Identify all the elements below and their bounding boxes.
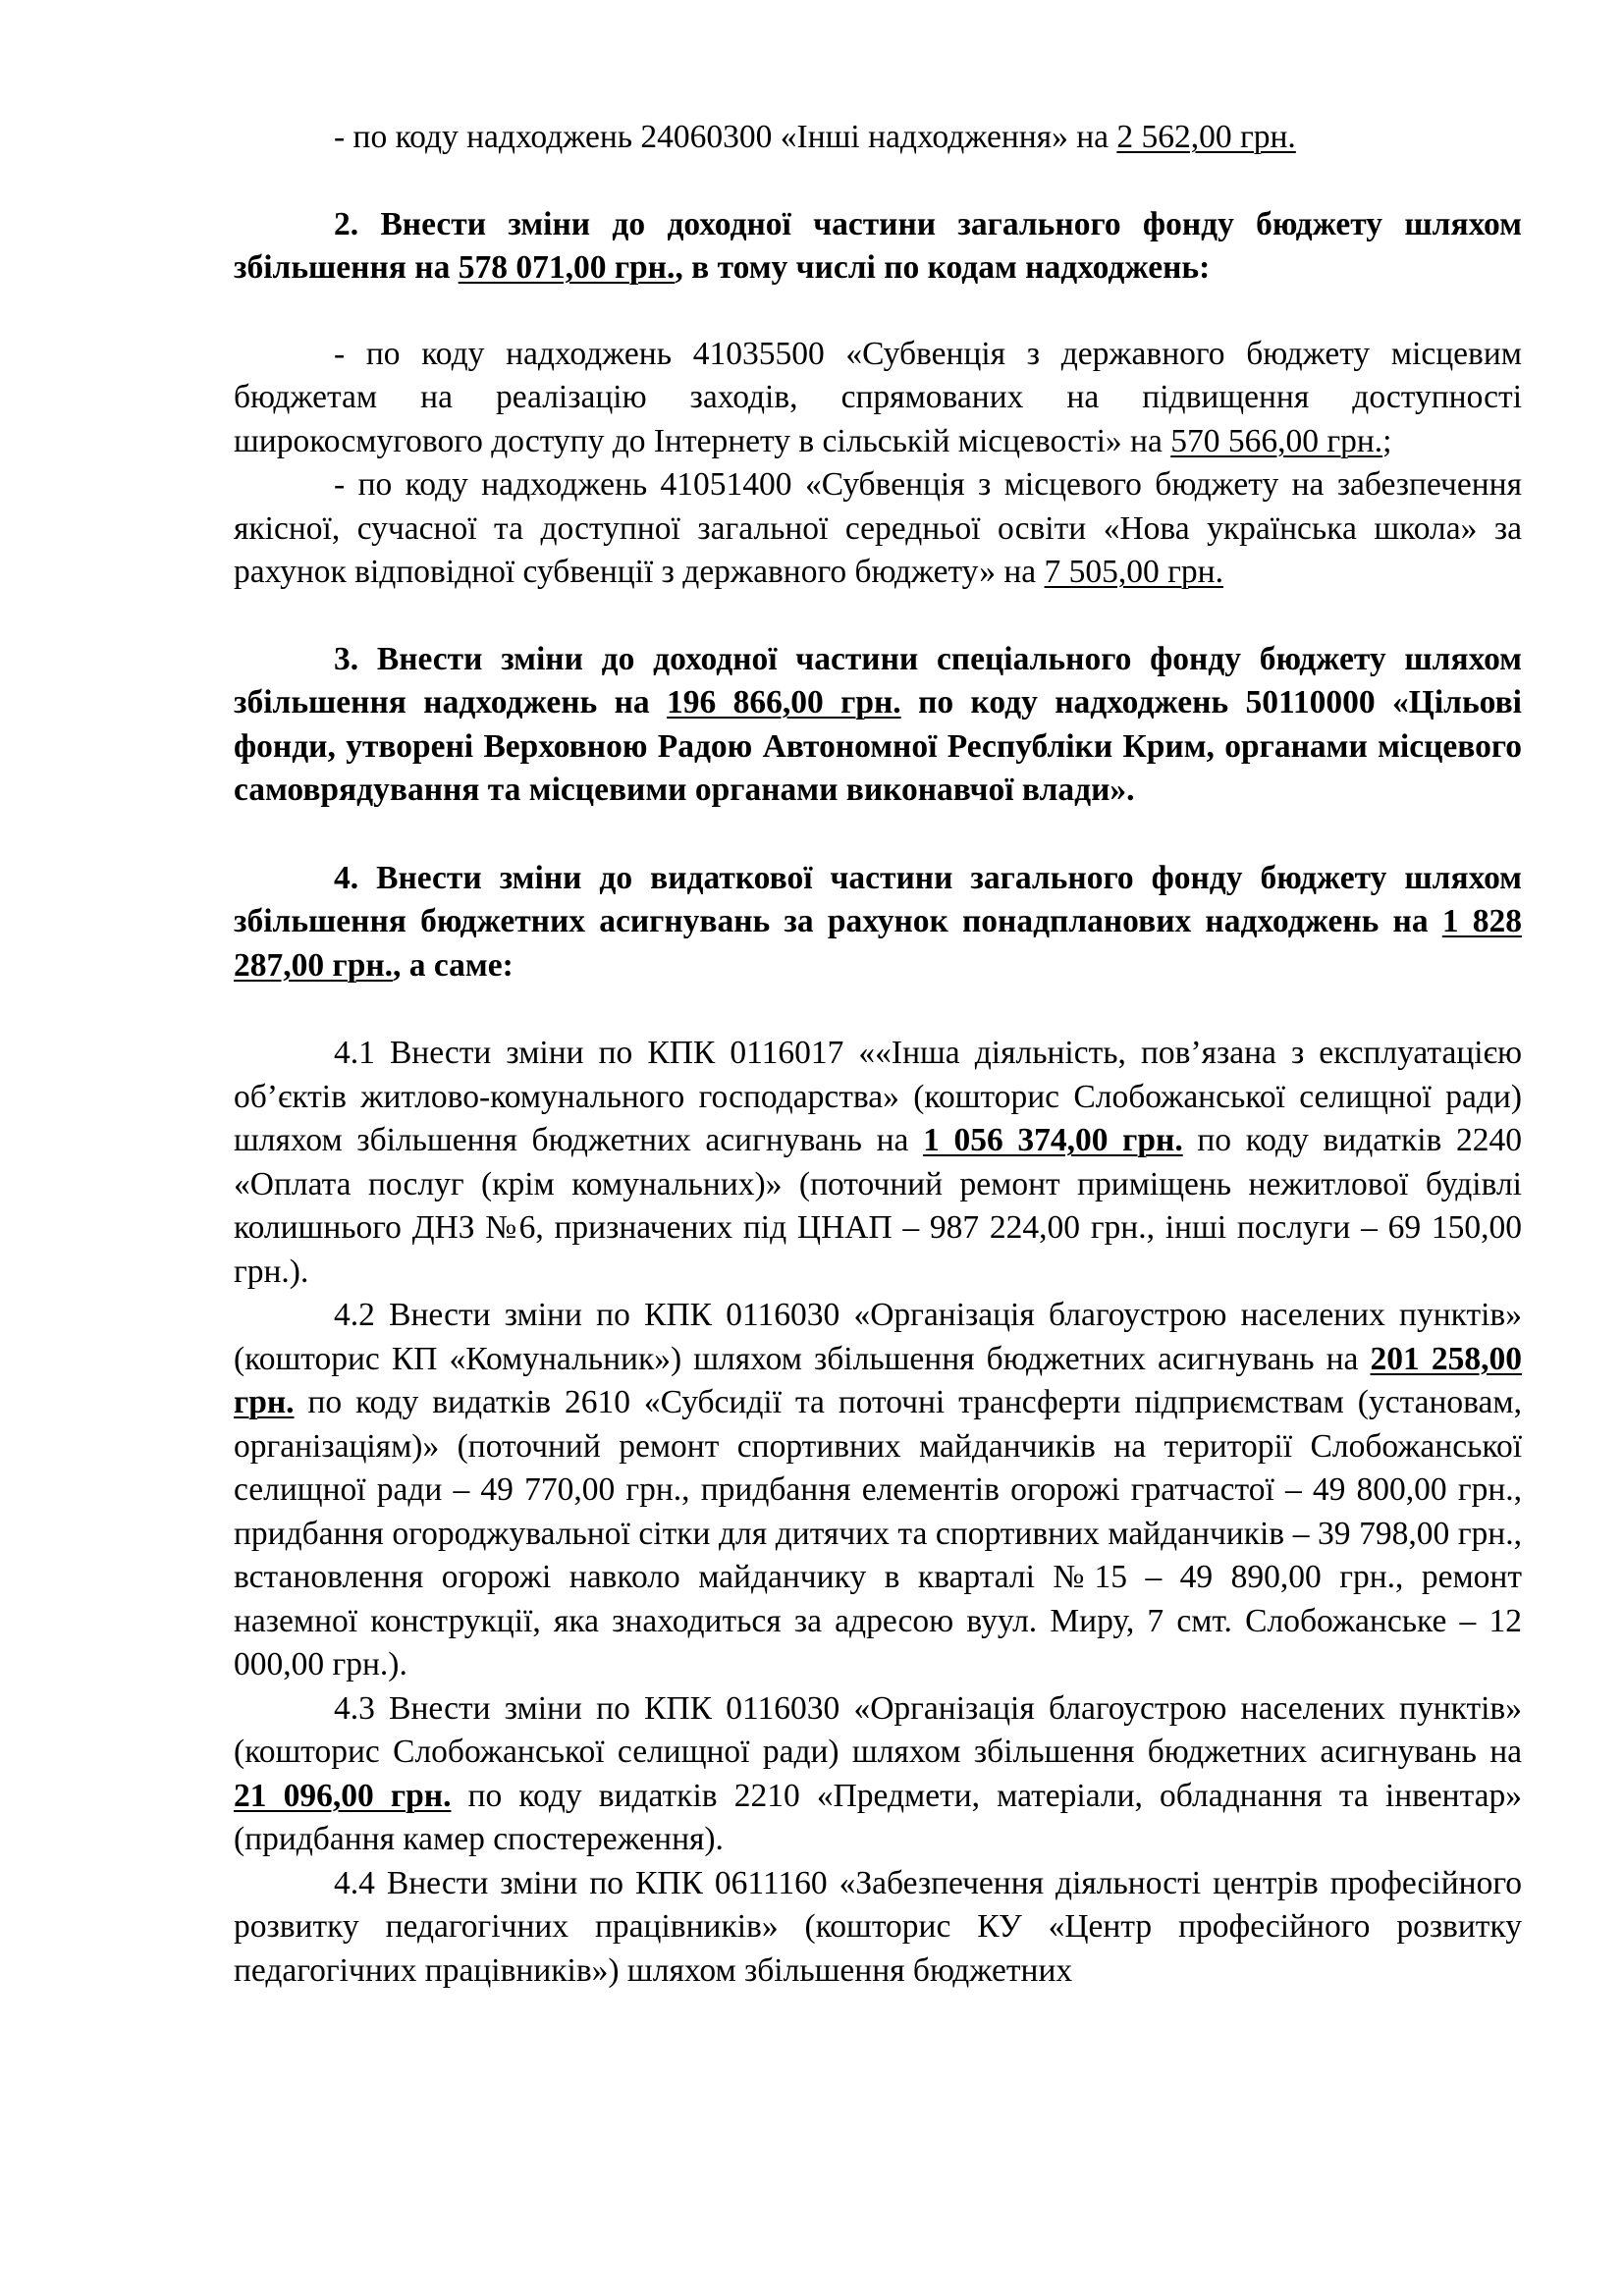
paragraph-text: 4.3 Внести зміни по КПК 0116030 «Організація благоустрою населених пунктів» (кошторис Слобожанської селищної ради) шляхом збільшення бюджетних асигнувань на [234,1689,1522,1770]
amount: 1 828 287,00 грн. [234,903,1523,984]
paragraph-text: 4.2 Внести зміни по КПК 0116030 «Організація благоустрою населених пунктів» (кошторис КП «Комунальник») шляхом збільшення бюджетних асигнувань на [234,1297,1522,1377]
section-text: , а саме: [393,946,514,984]
paragraph-text: - по коду надходжень 24060300 «Інші надходження» на [334,119,1117,155]
section-text: 2. Внести зміни до доходної частини загального фонду бюджету шляхом збільшення на [234,205,1522,286]
section-3-heading [234,638,1522,813]
paragraph-4-2 [234,1294,1522,1687]
amount: 196 866,00 грн. [667,684,901,721]
paragraph-income-24060300 [234,116,1522,160]
paragraph-income-41051400 [234,463,1522,595]
section-text: 4. Внести зміни до видаткової частини загального фонду бюджету шляхом збільшення бюджетних асигнувань за рахунок понадпланових надходжень на [234,859,1522,939]
amount: 570 566,00 грн. [1170,422,1383,459]
paragraph-text: 4.1 Внести зміни по КПК 0116017 ««Інша діяльність, пов’язана з експлуатацією об’єктів житлово-комунального господарства» (кошторис Слобожанської селищної ради) шляхом збільшення бюджетних асигнувань на [234,1035,1522,1158]
paragraph-income-41035500 [234,333,1522,464]
paragraph-4-1 [234,1032,1522,1294]
paragraph-text: по коду видатків 2210 «Предмети, матеріали, обладнання та інвентар» (придбання камер спостереження). [234,1777,1522,1857]
section-2-heading [234,203,1522,291]
paragraph-4-4 [234,1862,1522,1994]
amount: 7 505,00 грн. [1044,554,1223,590]
paragraph-text: ; [1382,422,1392,459]
amount: 201 258,00 грн. [234,1340,1523,1420]
amount: 578 071,00 грн. [458,249,676,286]
paragraph-text: по коду видатків 2240 «Оплата послуг (крім комунальних)» (поточний ремонт приміщень нежитлової будівлі колишнього ДНЗ №6, призначених під ЦНАП – 987 224,00 грн., інші послуги – 69 150,00 грн.). [234,1122,1522,1290]
amount: 1 056 374,00 грн. [923,1122,1183,1158]
paragraph-text: - по коду надходжень 41035500 «Субвенція з державного бюджету місцевим бюджетам на реалізацію заходів, спрямованих на підвищення доступності широкосмугового доступу до Інтернету в сільській місцевості» на [234,335,1522,459]
document-body [234,116,1522,1993]
amount: 21 096,00 грн. [234,1777,452,1814]
paragraph-4-3 [234,1687,1522,1862]
section-4-heading [234,857,1522,988]
paragraph-text: по коду видатків 2610 «Субсидії та поточні трансферти підприємствам (установам, організаціям)» (поточний ремонт спортивних майданчиків на території Слобожанської селищної ради – 49 770,00 грн., придбання елементів огорожі гратчастої – 49 800,00 грн., придбання огороджувальної сітки для дитячих та спортивних майданчиків – 39 798,00 грн., встановлення огорожі навколо майданчику в кварталі №15 – 49 890,00 грн., ремонт наземної конструкції, яка знаходиться за адресою вуул. Миру, 7 смт. Слобожанське – 12 000,00 грн.). [234,1384,1522,1682]
amount: 2 562,00 грн. [1116,119,1296,155]
section-text: по коду надходжень 50110000 «Цільові фонди, утворені Верховною Радою Автономної Республіки Крим, органами місцевого самоврядування та місцевими органами виконавчої влади». [234,684,1522,808]
section-text: 3. Внести зміни до доходної частини спеціального фонду бюджету шляхом збільшення надходжень на [234,640,1522,721]
section-text: , в тому числі по кодам надходжень: [675,249,1211,286]
paragraph-text: 4.4 Внести зміни по КПК 0611160 «Забезпечення діяльності центрів професійного розвитку педагогічних працівників» (кошторис КУ «Центр професійного розвитку педагогічних працівників») шляхом збільшення бюджетних [234,1864,1522,1989]
paragraph-text: - по коду надходжень 41051400 «Субвенція з місцевого бюджету на забезпечення якісної, сучасної та доступної загальної середньої освіти «Нова українська школа» за рахунок відповідної субвенції з державного бюджету» на [234,466,1522,590]
